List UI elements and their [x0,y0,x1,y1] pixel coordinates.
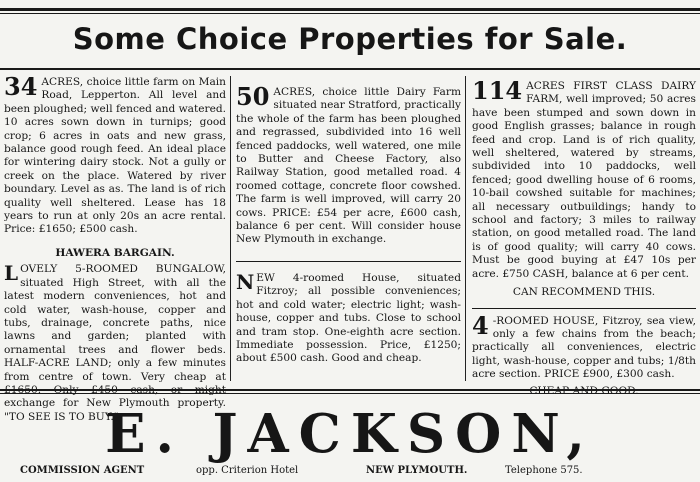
cheap-tagline [472,385,696,398]
agent-address: opp. Criterion Hotel [196,465,299,476]
agent-name: E. JACKSON, [105,403,595,465]
headline-rule [0,68,700,70]
top-rule-thin [0,13,700,14]
recommend-tagline: CAN RECOMMEND THIS. [512,286,656,299]
headline: Some Choice Properties for Sale. [72,22,628,56]
column-divider-2 [465,76,466,381]
footer-rule-thin [0,393,700,394]
agent-phone: Telephone 575. [505,465,583,476]
ad-34-acres [4,72,226,237]
ad-text: EW 4-roomed House, situated Fitzroy; all possible conveniences; hot and cold water; electric light; wash-house, copper and tubs. Close to school and tram stop. One-eighth acre section. Immediate possession. Price, £1250; about £500 cash. Good and cheap. [236,271,461,365]
column-2 [236,82,461,386]
column-1 [4,72,226,423]
top-rule [0,8,700,11]
footer-rule [0,389,700,391]
ad-text: ACRES, choice little Dairy Farm situated near Stratford, practically the whole of the farm has been ploughed and regrassed, subdivided into 16 well fenced paddocks, well watered, one mile to Butter and Cheese Factory, also Railway Station, good metalled road. 4 roomed cottage, concrete floor cowshed. The farm is well improved, will carry 20 cows. PRICE: £54 per acre, £600 cash, balance 6 per cent. Will consider house New Plymouth in exchange. [236,86,461,246]
ad-text: ACRES FIRST CLASS DAIRY FARM, well improved; 50 acres have been stumped and sown down in good English grasses; balance in rough feed and crop. Land is of rich quality, well sheltered, watered by streams, subdivided into 10 paddocks, well fenced; good dwelling house of 6 rooms, 10-bail cowshed suitable for machines; all necessary outbuildings; handy to school and factory; 3 miles to railway station, on good metalled road. The land is of good quality; will carry 40 cows. Must be good buying at £47 10s per acre. £750 CASH, balance at 6 per cent. [472,80,696,280]
dropcap: L [4,261,19,286]
agent-town: NEW PLYMOUTH. [366,465,468,476]
ad-number: 4 [472,310,489,340]
ad-text: ACRES, choice little farm on Main Road, Lepperton. All level and been ploughed; well fenced and watered. 10 acres sown down in turnips; good crop; 6 acres in oats and new grass, balance good rough feed. An ideal place for wintering dairy stock. Not a gully or creek on the place. Watered by river boundary. Level as as. The land is of rich quality well sheltered. Lease has 18 years to run at only 20s an acre rental. Price: £1650; £500 cash. [4,76,226,236]
column-3 [472,76,696,385]
ad-text: OVELY 5-ROOMED BUNGALOW, situated High Street, with all the latest modern conveniences, hot and cold water, wash-house, copper and tubs, drainage, concrete paths, nice lawns and garden; planted with ornamental trees and flower beds. HALF-ACRE LAND; only a few minutes from centre of town. Very cheap at exchange for New Plymouth property. "TO SEE IS TO BUY." [4,263,226,423]
section-rule [472,308,696,309]
ad-114-acres [472,76,696,281]
ad-number: 50 [236,82,270,111]
ad-text: -ROOMED HOUSE, Fitzroy, sea view, only a few chains from the beach; practically all conveniences, electric light, wash-house, copper and tubs; 1/8th acre section. PRICE £900, £300 cash. [472,314,696,381]
dropcap: N [236,269,255,294]
ad-50-acres [236,82,461,247]
agent-role: COMMISSION AGENT [20,465,145,476]
ad-number: 114 [472,76,523,105]
ad-hawera-bungalow [4,263,226,424]
ad-new-house [236,269,461,366]
section-rule [236,261,461,262]
ad-4-roomed-house [472,310,696,382]
column-divider-1 [230,76,231,381]
hawera-heading: HAWERA BARGAIN. [55,246,175,259]
ad-number: 34 [4,72,38,101]
